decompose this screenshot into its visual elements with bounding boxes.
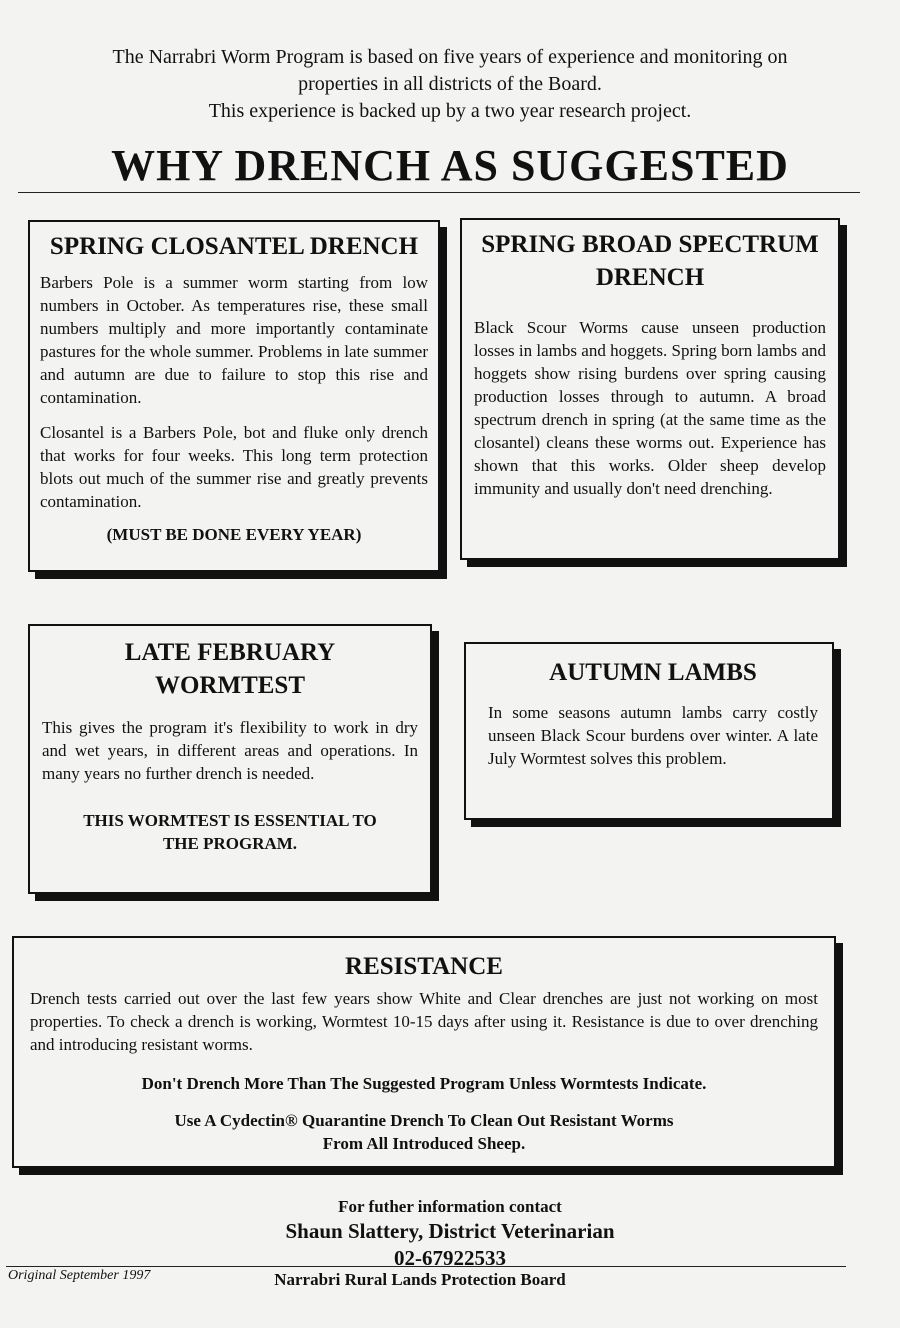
footer-divider bbox=[6, 1266, 846, 1267]
autumn-lambs-box bbox=[464, 642, 834, 820]
spring-broad-para-1: Black Scour Worms cause unseen production losses in lambs and hoggets. Spring born lambs and hoggets show rising burdens over spring causing production losses through to autumn. A broad spectrum drench in spring (at the same time as the closantel) cleans these worms out. Experience has shown that this works. Older sheep develop immunity and usually don't need drenching. bbox=[474, 318, 826, 498]
contact-name: Shaun Slattery, District Veterinarian bbox=[285, 1219, 615, 1243]
autumn-lambs-title: AUTUMN LAMBS bbox=[549, 659, 757, 686]
page-title: WHY DRENCH AS SUGGESTED bbox=[111, 141, 789, 190]
resistance-para-1: Drench tests carried out over the last few years show White and Clear drenches are just not working on most properties. To check a drench is working, Wormtest 10-15 days after using it. Resistance is due to over drenching and introducing resistant worms. bbox=[30, 989, 818, 1054]
resistance-title: RESISTANCE bbox=[345, 953, 503, 980]
contact-block bbox=[150, 1196, 750, 1272]
footer-organisation: Narrabri Rural Lands Protection Board bbox=[274, 1270, 566, 1289]
title-divider bbox=[18, 192, 860, 193]
spring-broad-spectrum-box bbox=[460, 218, 840, 560]
resistance-note-2-line-2: From All Introduced Sheep. bbox=[322, 1134, 526, 1153]
late-feb-title-line-1: LATE FEBRUARY bbox=[124, 639, 336, 666]
spring-closantel-box bbox=[28, 220, 440, 572]
late-feb-para-1: This gives the program it's flexibility to work in dry and wet years, in different areas and operations. In many years no further drench is needed. bbox=[42, 718, 418, 783]
spring-closantel-para-1: Barbers Pole is a summer worm starting from low numbers in October. As temperatures rise, these small numbers multiply and more importantly contaminate pastures for the whole summer. Problems in late summer and autumn are due to failure to stop this rise and contamination. bbox=[40, 273, 428, 407]
spring-closantel-para-2: Closantel is a Barbers Pole, bot and fluke only drench that works for four weeks. This long term protection blots out much of the summer rise and greatly prevents contamination. bbox=[40, 423, 428, 511]
autumn-lambs-para-1: In some seasons autumn lambs carry costly unseen Black Scour burdens over winter. A late July Wormtest solves this problem. bbox=[488, 703, 818, 768]
contact-line-1: For futher information contact bbox=[338, 1197, 562, 1216]
late-feb-note-line-2: THE PROGRAM. bbox=[162, 834, 298, 853]
footer-date: Original September 1997 bbox=[8, 1268, 151, 1283]
intro-line-2: properties in all districts of the Board. bbox=[298, 73, 602, 95]
late-feb-note-line-1: THIS WORMTEST IS ESSENTIAL TO bbox=[83, 811, 377, 830]
late-february-box bbox=[28, 624, 432, 894]
spring-broad-title-line-2: DRENCH bbox=[595, 264, 705, 291]
resistance-note-1: Don't Drench More Than The Suggested Program Unless Wormtests Indicate. bbox=[141, 1074, 707, 1093]
spring-closantel-title: SPRING CLOSANTEL DRENCH bbox=[49, 233, 419, 260]
intro-line-1: The Narrabri Worm Program is based on five years of experience and monitoring on bbox=[112, 46, 788, 68]
contact-phone: 02-67922533 bbox=[394, 1246, 506, 1270]
spring-closantel-note: (MUST BE DONE EVERY YEAR) bbox=[106, 525, 362, 544]
intro-text bbox=[50, 44, 850, 125]
spring-broad-title-line-1: SPRING BROAD SPECTRUM bbox=[481, 231, 819, 258]
resistance-note-2-line-1: Use A Cydectin® Quarantine Drench To Clean Out Resistant Worms bbox=[174, 1111, 674, 1130]
resistance-box bbox=[12, 936, 836, 1168]
intro-line-3: This experience is backed up by a two year research project. bbox=[208, 100, 692, 122]
late-feb-title-line-2: WORMTEST bbox=[154, 672, 306, 699]
